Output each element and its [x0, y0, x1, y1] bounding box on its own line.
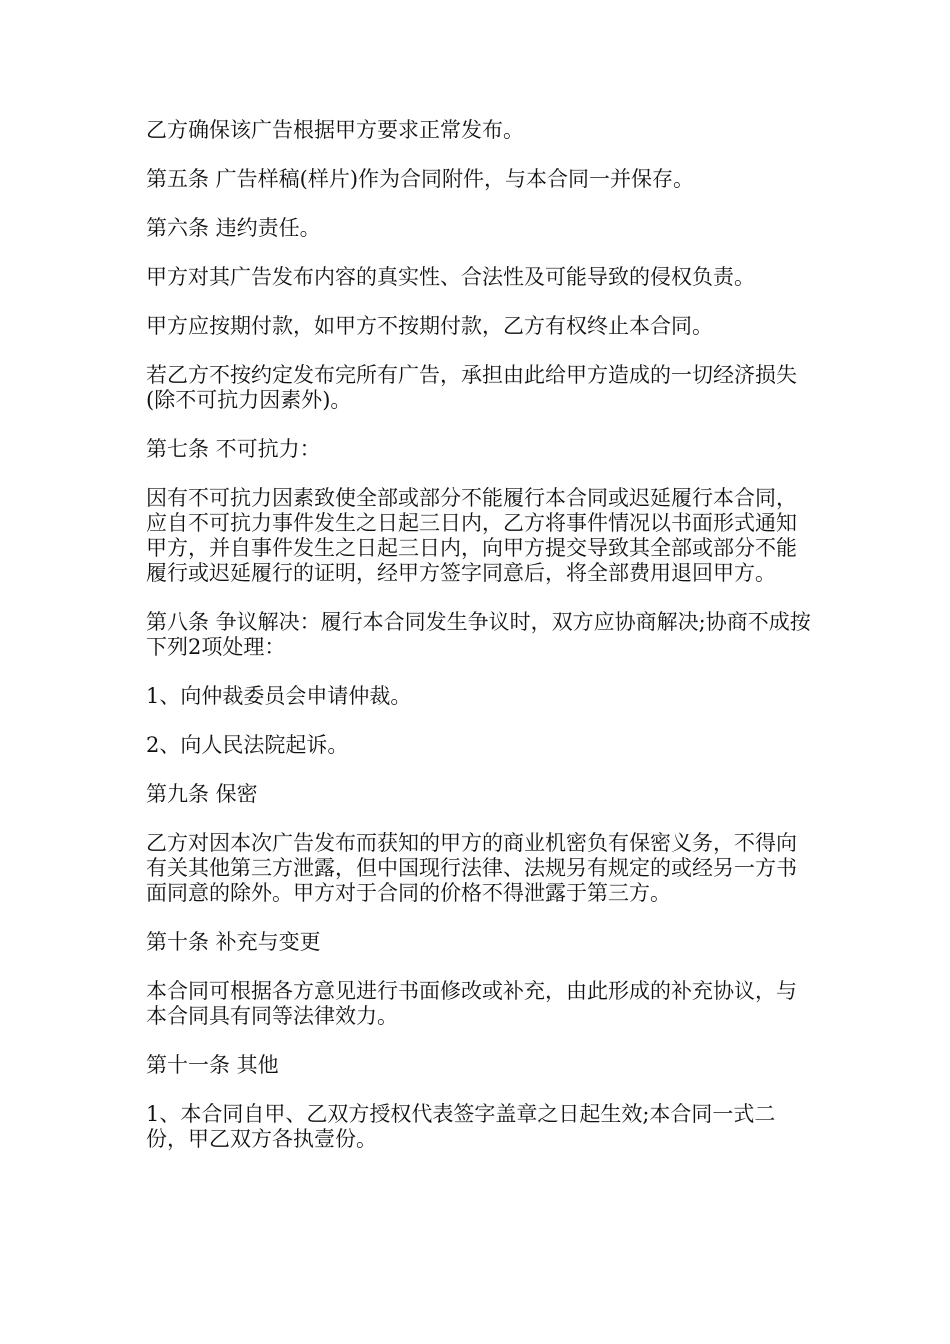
paragraph-payment-terms: 甲方应按期付款，如甲方不按期付款，乙方有权终止本合同。: [146, 314, 713, 338]
list-item-court: 2、向人民法院起诉。: [146, 733, 349, 757]
list-item-arbitration: 1、向仲裁委员会申请仲裁。: [146, 684, 412, 708]
heading-article-7: 第七条 不可抗力：: [146, 437, 321, 461]
document-body: [146, 118, 812, 1176]
paragraph-article-8: 第八条 争议解决：履行本合同发生争议时，双方应协商解决;协商不成按下列2项处理：: [146, 610, 811, 659]
paragraph-force-majeure: 因有不可抗力因素致使全部或部分不能履行本合同或迟延履行本合同，应自不可抗力事件发生之日起三日内，乙方将事件情况以书面形式通知甲方，并自事件发生之日起三日内，向甲方提交导致其全部或部分不能履行或迟延履行的证明，经甲方签字同意后，将全部费用退回甲方。: [146, 486, 797, 585]
paragraph-party-b-liability: 若乙方不按约定发布完所有广告，承担由此给甲方造成的一切经济损失(除不可抗力因素外)。: [146, 363, 797, 412]
paragraph-publish-guarantee: 乙方确保该广告根据甲方要求正常发布。: [146, 118, 524, 142]
paragraph-amendments: 本合同可根据各方意见进行书面修改或补充，由此形成的补充协议，与本合同具有同等法律效力。: [146, 979, 797, 1028]
list-item-effectiveness: 1、本合同自甲、乙双方授权代表签字盖章之日起生效;本合同一式二份，甲乙双方各执壹份。: [146, 1102, 776, 1151]
paragraph-party-a-responsibility: 甲方对其广告发布内容的真实性、合法性及可能导致的侵权负责。: [146, 265, 755, 289]
heading-article-6: 第六条 违约责任。: [146, 216, 321, 240]
paragraph-confidentiality: 乙方对因本次广告发布而获知的甲方的商业机密负有保密义务，不得向有关其他第三方泄露，但中国现行法律、法规另有规定的或经另一方书面同意的除外。甲方对于合同的价格不得泄露于第三方。: [146, 831, 797, 905]
heading-article-11: 第十一条 其他: [146, 1053, 279, 1077]
paragraph-article-5: 第五条 广告样稿(样片)作为合同附件，与本合同一并保存。: [146, 167, 695, 191]
heading-article-10: 第十条 补充与变更: [146, 930, 321, 954]
heading-article-9: 第九条 保密: [146, 782, 258, 806]
